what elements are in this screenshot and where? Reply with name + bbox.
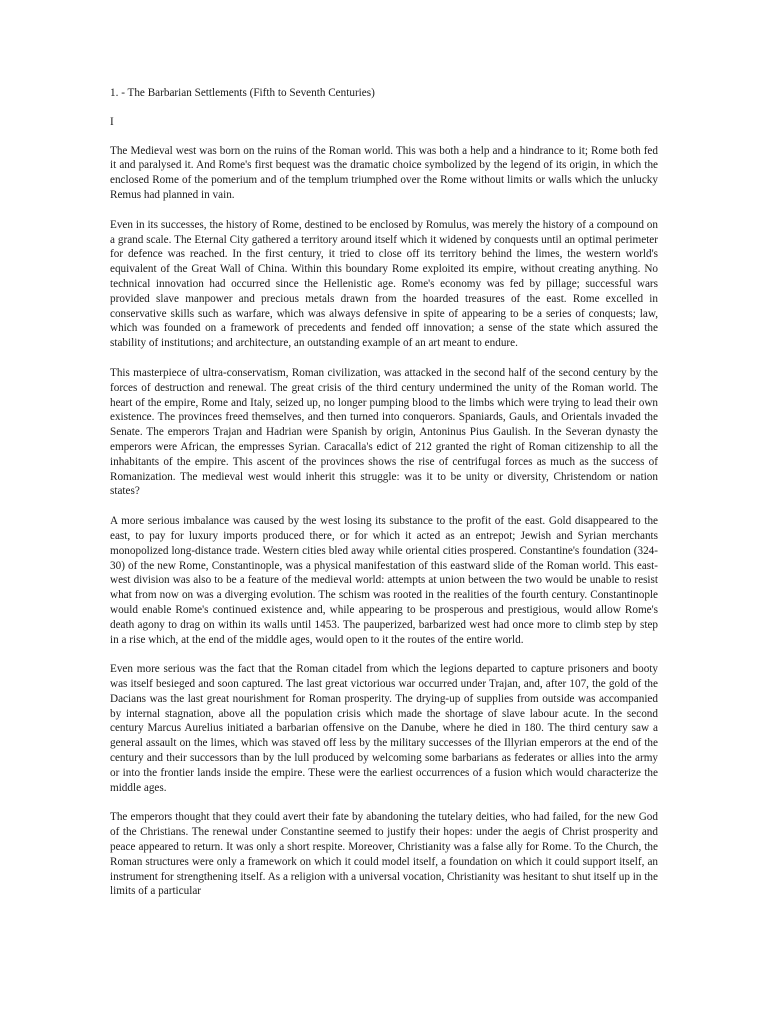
paragraph-3: This masterpiece of ultra-conservatism, Roman civilization, was attacked in the second half of the second century by the forces of destruction and renewal. The great crisis of the third century undermined the unity of the Roman world. The heart of the empire, Rome and Italy, seized up, no longer pumping blood to the limbs which were trying to lead their own existence. The provinces freed themselves, and then turned into conquerors. Spaniards, Gauls, and Orientals invaded the Senate. The emperors Trajan and Hadrian were Spanish by origin, Antoninus Pius Gaulish. In the Severan dynasty the emperors were African, the empresses Syrian. Caracalla's edict of 212 granted the right of Roman citizenship to all the inhabitants of the empire. This ascent of the provinces shows the rise of centrifugal forces as much as the success of Romanization. The medieval west would inherit this struggle: was it to be unity or diversity, Christendom or nation states? — [110, 366, 658, 498]
paragraph-5: Even more serious was the fact that the Roman citadel from which the legions departed to capture prisoners and booty was itself besieged and soon captured. The last great victorious war occurred under Trajan, and, after 107, the gold of the Dacians was the last great nourishment for Roman prosperity. The drying-up of supplies from outside was accompanied by internal stagnation, above all the population crisis which made the shortage of slave labour acute. In the second century Marcus Aurelius initiated a barbarian offensive on the Danube, where he died in 180. The third century saw a general assault on the limes, which was staved off less by the military successes of the Illyrian emperors at the end of the century and their successors than by the lull produced by welcoming some barbarians as federates or allies into the army or into the frontier lands inside the empire. These were the earliest occurrences of a fusion which would characterize the middle ages. — [110, 663, 658, 794]
paragraph-2: Even in its successes, the history of Rome, destined to be enclosed by Romulus, was merely the history of a compound on a grand scale. The Eternal City gathered a territory around itself which it widened by conquests until an optimal perimeter for defence was reached. In the first century, it tried to close off its territory behind the limes, the western world's equivalent of the Great Wall of China. Within this boundary Rome exploited its empire, without creating anything. No technical innovation had occurred since the Hellenistic age. Rome's economy was fed by pillage; successful wars provided slave manpower and precious metals drawn from the hoarded treasures of the east. Rome excelled in conservative skills such as warfare, which was always defensive in spite of appearing to be a series of conquests; law, which was founded on a framework of precedents and fended off innovation; a sense of the state which assured the stability of institutions; and architecture, an outstanding example of an art meant to endure. — [110, 218, 658, 350]
paragraph-4: A more serious imbalance was caused by the west losing its substance to the profit of the east. Gold disappeared to the east, to pay for luxury imports produced there, or for which it acted as an entrepot; Jewish and Syrian merchants monopolized long-distance trade. Western cities bled away while oriental cities prospered. Constantine's foundation (324-30) of the new Rome, Constantinople, was a physical manifestation of this eastward slide of the Roman world. This east-west division was also to be a feature of the medieval world: attempts at union between the two would be unable to resist what from now on was a diverging evolution. The schism was rooted in the realities of the fourth century. Constantinople would enable Rome's continued existence and, while appearing to be prosperous and prestigious, would allow Rome's death agony to drag on within its walls until 1453. The pauperized, barbarized west had once more to climb step by step in a rise which, at the end of the middle ages, would open to it the routes of the entire world. — [110, 515, 658, 646]
chapter-title: 1. - The Barbarian Settlements (Fifth to Seventh Centuries) — [110, 87, 375, 99]
paragraph-1: The Medieval west was born on the ruins of the Roman world. This was both a help and a hindrance to it; Rome both fed it and paralysed it. And Rome's first bequest was the dramatic choice symbolized by the legend of its origin, in which the enclosed Rome of the pomerium and of the templum triumphed over the Rome without limits or walls which the unlucky Remus had planned in vain. — [110, 144, 658, 201]
section-numeral: I — [110, 115, 114, 128]
document-page — [110, 86, 658, 914]
paragraph-6: The emperors thought that they could avert their fate by abandoning the tutelary deities, who had failed, for the new God of the Christians. The renewal under Constantine seemed to justify their hopes: under the aegis of Christ prosperity and peace appeared to return. It was only a short respite. Moreover, Christianity was a false ally for Rome. To the Church, the Roman structures were only a framework on which it could model itself, a foundation on which it could support itself, an instrument for strengthening itself. As a religion with a universal vocation, Christianity was hesitant to shut itself up in the limits of a particular — [110, 811, 658, 898]
